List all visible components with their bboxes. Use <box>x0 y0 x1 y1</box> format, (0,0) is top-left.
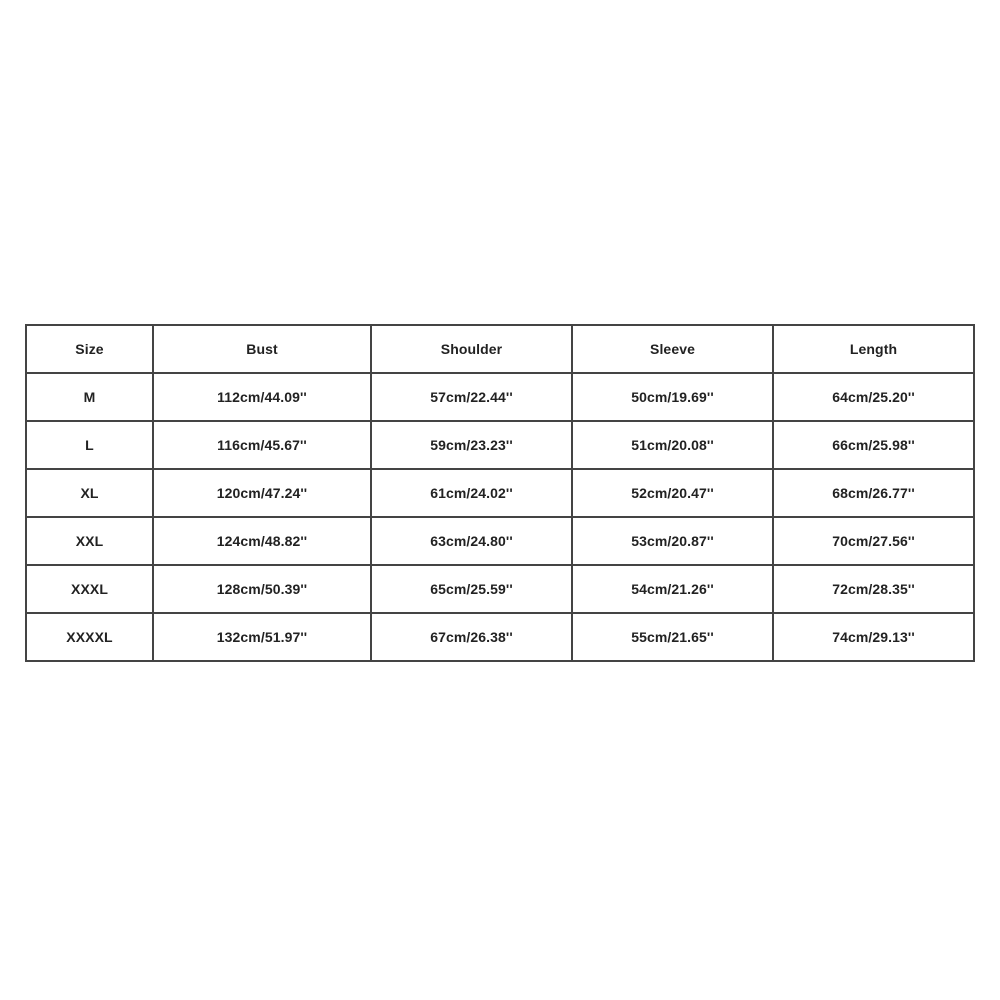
cell-sleeve: 51cm/20.08'' <box>572 421 773 469</box>
header-sleeve: Sleeve <box>572 325 773 373</box>
cell-sleeve: 53cm/20.87'' <box>572 517 773 565</box>
cell-sleeve: 54cm/21.26'' <box>572 565 773 613</box>
cell-length: 66cm/25.98'' <box>773 421 974 469</box>
cell-size: XXL <box>26 517 153 565</box>
cell-length: 64cm/25.20'' <box>773 373 974 421</box>
table-row <box>26 373 974 421</box>
cell-length: 72cm/28.35'' <box>773 565 974 613</box>
size-chart-table <box>25 324 975 662</box>
table-row <box>26 517 974 565</box>
cell-bust: 124cm/48.82'' <box>153 517 371 565</box>
cell-shoulder: 65cm/25.59'' <box>371 565 572 613</box>
cell-size: XL <box>26 469 153 517</box>
table-header-row <box>26 325 974 373</box>
cell-bust: 112cm/44.09'' <box>153 373 371 421</box>
cell-bust: 128cm/50.39'' <box>153 565 371 613</box>
cell-size: M <box>26 373 153 421</box>
table-row <box>26 613 974 661</box>
cell-shoulder: 57cm/22.44'' <box>371 373 572 421</box>
table-row <box>26 421 974 469</box>
header-length: Length <box>773 325 974 373</box>
table-row <box>26 469 974 517</box>
cell-shoulder: 59cm/23.23'' <box>371 421 572 469</box>
cell-length: 70cm/27.56'' <box>773 517 974 565</box>
cell-shoulder: 67cm/26.38'' <box>371 613 572 661</box>
header-size: Size <box>26 325 153 373</box>
cell-size: L <box>26 421 153 469</box>
cell-bust: 116cm/45.67'' <box>153 421 371 469</box>
cell-bust: 120cm/47.24'' <box>153 469 371 517</box>
header-bust: Bust <box>153 325 371 373</box>
cell-size: XXXXL <box>26 613 153 661</box>
cell-bust: 132cm/51.97'' <box>153 613 371 661</box>
cell-sleeve: 52cm/20.47'' <box>572 469 773 517</box>
header-shoulder: Shoulder <box>371 325 572 373</box>
cell-shoulder: 63cm/24.80'' <box>371 517 572 565</box>
cell-length: 74cm/29.13'' <box>773 613 974 661</box>
cell-sleeve: 50cm/19.69'' <box>572 373 773 421</box>
cell-shoulder: 61cm/24.02'' <box>371 469 572 517</box>
cell-sleeve: 55cm/21.65'' <box>572 613 773 661</box>
cell-size: XXXL <box>26 565 153 613</box>
table-row <box>26 565 974 613</box>
cell-length: 68cm/26.77'' <box>773 469 974 517</box>
